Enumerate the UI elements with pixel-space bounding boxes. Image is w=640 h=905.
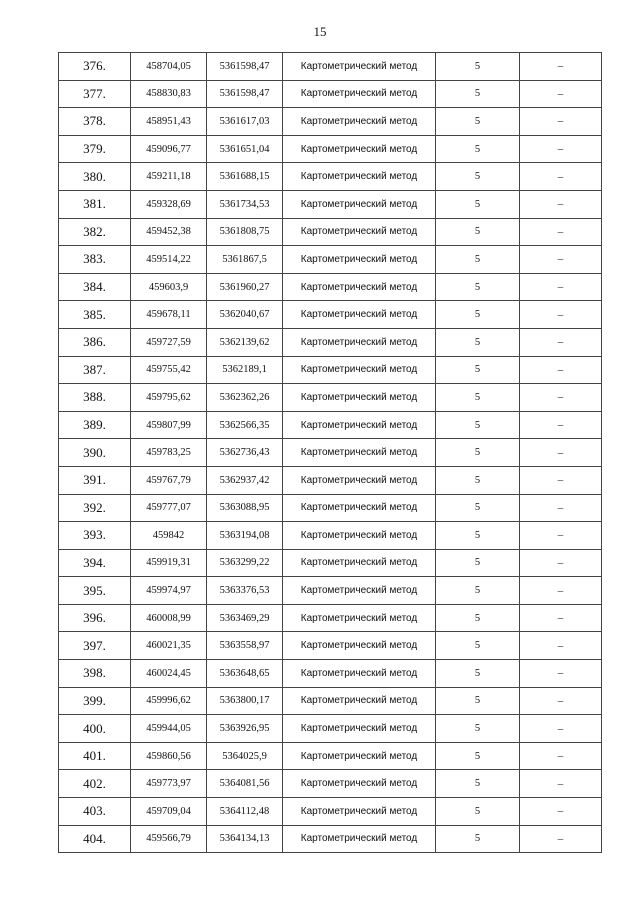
table-row (59, 825, 602, 853)
point-number-cell: 383. (59, 246, 131, 274)
y-coordinate-cell: 5364112,48 (207, 798, 283, 826)
y-coordinate-cell: 5361734,53 (207, 190, 283, 218)
table-row (59, 53, 602, 81)
point-number-cell: 393. (59, 522, 131, 550)
y-coordinate-cell: 5363088,95 (207, 494, 283, 522)
accuracy-cell: 5 (436, 384, 520, 412)
accuracy-cell: 5 (436, 687, 520, 715)
table-row (59, 604, 602, 632)
point-number-cell: 403. (59, 798, 131, 826)
point-number-cell: 376. (59, 53, 131, 81)
x-coordinate-cell: 459211,18 (131, 163, 207, 191)
x-coordinate-cell: 459807,99 (131, 411, 207, 439)
note-cell: – (520, 798, 602, 826)
y-coordinate-cell: 5363194,08 (207, 522, 283, 550)
y-coordinate-cell: 5362362,26 (207, 384, 283, 412)
x-coordinate-cell: 459727,59 (131, 328, 207, 356)
x-coordinate-cell: 459777,07 (131, 494, 207, 522)
accuracy-cell: 5 (436, 80, 520, 108)
method-cell: Картометрический метод (283, 246, 436, 274)
method-cell: Картометрический метод (283, 190, 436, 218)
y-coordinate-cell: 5361808,75 (207, 218, 283, 246)
accuracy-cell: 5 (436, 549, 520, 577)
method-cell: Картометрический метод (283, 742, 436, 770)
point-number-cell: 386. (59, 328, 131, 356)
method-cell: Картометрический метод (283, 715, 436, 743)
method-cell: Картометрический метод (283, 356, 436, 384)
x-coordinate-cell: 459096,77 (131, 135, 207, 163)
x-coordinate-cell: 459709,04 (131, 798, 207, 826)
table-row (59, 273, 602, 301)
y-coordinate-cell: 5363926,95 (207, 715, 283, 743)
note-cell: – (520, 80, 602, 108)
y-coordinate-cell: 5363299,22 (207, 549, 283, 577)
table-row (59, 328, 602, 356)
point-number-cell: 394. (59, 549, 131, 577)
y-coordinate-cell: 5361960,27 (207, 273, 283, 301)
x-coordinate-cell: 459974,97 (131, 577, 207, 605)
table-row (59, 742, 602, 770)
accuracy-cell: 5 (436, 190, 520, 218)
note-cell: – (520, 108, 602, 136)
accuracy-cell: 5 (436, 328, 520, 356)
method-cell: Картометрический метод (283, 660, 436, 688)
note-cell: – (520, 632, 602, 660)
y-coordinate-cell: 5363376,53 (207, 577, 283, 605)
accuracy-cell: 5 (436, 466, 520, 494)
accuracy-cell: 5 (436, 163, 520, 191)
accuracy-cell: 5 (436, 53, 520, 81)
table-row (59, 522, 602, 550)
method-cell: Картометрический метод (283, 494, 436, 522)
method-cell: Картометрический метод (283, 218, 436, 246)
y-coordinate-cell: 5361617,03 (207, 108, 283, 136)
y-coordinate-cell: 5362040,67 (207, 301, 283, 329)
accuracy-cell: 5 (436, 604, 520, 632)
method-cell: Картометрический метод (283, 53, 436, 81)
x-coordinate-cell: 459678,11 (131, 301, 207, 329)
y-coordinate-cell: 5362566,35 (207, 411, 283, 439)
note-cell: – (520, 549, 602, 577)
point-number-cell: 399. (59, 687, 131, 715)
method-cell: Картометрический метод (283, 770, 436, 798)
point-number-cell: 378. (59, 108, 131, 136)
point-number-cell: 396. (59, 604, 131, 632)
accuracy-cell: 5 (436, 135, 520, 163)
method-cell: Картометрический метод (283, 301, 436, 329)
x-coordinate-cell: 458951,43 (131, 108, 207, 136)
point-number-cell: 382. (59, 218, 131, 246)
note-cell: – (520, 384, 602, 412)
table-row (59, 108, 602, 136)
method-cell: Картометрический метод (283, 549, 436, 577)
method-cell: Картометрический метод (283, 632, 436, 660)
accuracy-cell: 5 (436, 439, 520, 467)
accuracy-cell: 5 (436, 577, 520, 605)
accuracy-cell: 5 (436, 218, 520, 246)
point-number-cell: 389. (59, 411, 131, 439)
table-row (59, 439, 602, 467)
x-coordinate-cell: 459842 (131, 522, 207, 550)
point-number-cell: 401. (59, 742, 131, 770)
y-coordinate-cell: 5363648,65 (207, 660, 283, 688)
table-row (59, 632, 602, 660)
coordinates-table-body (59, 53, 602, 853)
note-cell: – (520, 715, 602, 743)
x-coordinate-cell: 459452,38 (131, 218, 207, 246)
method-cell: Картометрический метод (283, 108, 436, 136)
x-coordinate-cell: 459919,31 (131, 549, 207, 577)
y-coordinate-cell: 5363558,97 (207, 632, 283, 660)
x-coordinate-cell: 459603,9 (131, 273, 207, 301)
point-number-cell: 400. (59, 715, 131, 743)
table-row (59, 798, 602, 826)
table-row (59, 687, 602, 715)
table-row (59, 135, 602, 163)
y-coordinate-cell: 5362937,42 (207, 466, 283, 494)
table-row (59, 163, 602, 191)
y-coordinate-cell: 5363800,17 (207, 687, 283, 715)
note-cell: – (520, 301, 602, 329)
method-cell: Картометрический метод (283, 825, 436, 853)
note-cell: – (520, 273, 602, 301)
point-number-cell: 385. (59, 301, 131, 329)
point-number-cell: 384. (59, 273, 131, 301)
x-coordinate-cell: 459328,69 (131, 190, 207, 218)
method-cell: Картометрический метод (283, 439, 436, 467)
y-coordinate-cell: 5364081,56 (207, 770, 283, 798)
method-cell: Картометрический метод (283, 273, 436, 301)
accuracy-cell: 5 (436, 798, 520, 826)
x-coordinate-cell: 459514,22 (131, 246, 207, 274)
point-number-cell: 392. (59, 494, 131, 522)
x-coordinate-cell: 458830,83 (131, 80, 207, 108)
note-cell: – (520, 604, 602, 632)
note-cell: – (520, 687, 602, 715)
note-cell: – (520, 163, 602, 191)
point-number-cell: 390. (59, 439, 131, 467)
x-coordinate-cell: 460008,99 (131, 604, 207, 632)
table-row (59, 190, 602, 218)
point-number-cell: 387. (59, 356, 131, 384)
x-coordinate-cell: 459860,56 (131, 742, 207, 770)
y-coordinate-cell: 5362139,62 (207, 328, 283, 356)
table-row (59, 80, 602, 108)
table-row (59, 715, 602, 743)
method-cell: Картометрический метод (283, 328, 436, 356)
method-cell: Картометрический метод (283, 798, 436, 826)
page-number: 15 (313, 24, 327, 39)
x-coordinate-cell: 459996,62 (131, 687, 207, 715)
method-cell: Картометрический метод (283, 411, 436, 439)
table-row (59, 301, 602, 329)
point-number-cell: 404. (59, 825, 131, 853)
table-row (59, 770, 602, 798)
accuracy-cell: 5 (436, 660, 520, 688)
x-coordinate-cell: 460024,45 (131, 660, 207, 688)
note-cell: – (520, 742, 602, 770)
accuracy-cell: 5 (436, 715, 520, 743)
y-coordinate-cell: 5361688,15 (207, 163, 283, 191)
x-coordinate-cell: 459755,42 (131, 356, 207, 384)
note-cell: – (520, 190, 602, 218)
table-row (59, 411, 602, 439)
x-coordinate-cell: 459783,25 (131, 439, 207, 467)
method-cell: Картометрический метод (283, 384, 436, 412)
accuracy-cell: 5 (436, 494, 520, 522)
x-coordinate-cell: 459773,97 (131, 770, 207, 798)
method-cell: Картометрический метод (283, 604, 436, 632)
note-cell: – (520, 411, 602, 439)
accuracy-cell: 5 (436, 770, 520, 798)
x-coordinate-cell: 458704,05 (131, 53, 207, 81)
point-number-cell: 381. (59, 190, 131, 218)
accuracy-cell: 5 (436, 742, 520, 770)
x-coordinate-cell: 459566,79 (131, 825, 207, 853)
x-coordinate-cell: 459795,62 (131, 384, 207, 412)
accuracy-cell: 5 (436, 522, 520, 550)
note-cell: – (520, 135, 602, 163)
y-coordinate-cell: 5361867,5 (207, 246, 283, 274)
note-cell: – (520, 356, 602, 384)
note-cell: – (520, 577, 602, 605)
note-cell: – (520, 218, 602, 246)
method-cell: Картометрический метод (283, 80, 436, 108)
point-number-cell: 391. (59, 466, 131, 494)
table-row (59, 494, 602, 522)
accuracy-cell: 5 (436, 301, 520, 329)
x-coordinate-cell: 459944,05 (131, 715, 207, 743)
table-row (59, 549, 602, 577)
method-cell: Картометрический метод (283, 135, 436, 163)
method-cell: Картометрический метод (283, 522, 436, 550)
accuracy-cell: 5 (436, 632, 520, 660)
y-coordinate-cell: 5362189,1 (207, 356, 283, 384)
note-cell: – (520, 439, 602, 467)
accuracy-cell: 5 (436, 825, 520, 853)
accuracy-cell: 5 (436, 273, 520, 301)
y-coordinate-cell: 5363469,29 (207, 604, 283, 632)
method-cell: Картометрический метод (283, 577, 436, 605)
point-number-cell: 379. (59, 135, 131, 163)
y-coordinate-cell: 5361598,47 (207, 53, 283, 81)
point-number-cell: 380. (59, 163, 131, 191)
note-cell: – (520, 246, 602, 274)
note-cell: – (520, 825, 602, 853)
table-row (59, 246, 602, 274)
note-cell: – (520, 466, 602, 494)
accuracy-cell: 5 (436, 411, 520, 439)
y-coordinate-cell: 5361651,04 (207, 135, 283, 163)
y-coordinate-cell: 5364134,13 (207, 825, 283, 853)
method-cell: Картометрический метод (283, 163, 436, 191)
point-number-cell: 398. (59, 660, 131, 688)
note-cell: – (520, 660, 602, 688)
note-cell: – (520, 770, 602, 798)
method-cell: Картометрический метод (283, 687, 436, 715)
table-row (59, 356, 602, 384)
method-cell: Картометрический метод (283, 466, 436, 494)
point-number-cell: 388. (59, 384, 131, 412)
note-cell: – (520, 494, 602, 522)
point-number-cell: 377. (59, 80, 131, 108)
accuracy-cell: 5 (436, 356, 520, 384)
x-coordinate-cell: 460021,35 (131, 632, 207, 660)
x-coordinate-cell: 459767,79 (131, 466, 207, 494)
note-cell: – (520, 53, 602, 81)
y-coordinate-cell: 5362736,43 (207, 439, 283, 467)
y-coordinate-cell: 5364025,9 (207, 742, 283, 770)
note-cell: – (520, 522, 602, 550)
point-number-cell: 402. (59, 770, 131, 798)
y-coordinate-cell: 5361598,47 (207, 80, 283, 108)
coordinates-table (58, 52, 602, 853)
accuracy-cell: 5 (436, 108, 520, 136)
point-number-cell: 395. (59, 577, 131, 605)
point-number-cell: 397. (59, 632, 131, 660)
table-row (59, 660, 602, 688)
table-row (59, 218, 602, 246)
note-cell: – (520, 328, 602, 356)
accuracy-cell: 5 (436, 246, 520, 274)
table-row (59, 577, 602, 605)
table-row (59, 466, 602, 494)
table-row (59, 384, 602, 412)
